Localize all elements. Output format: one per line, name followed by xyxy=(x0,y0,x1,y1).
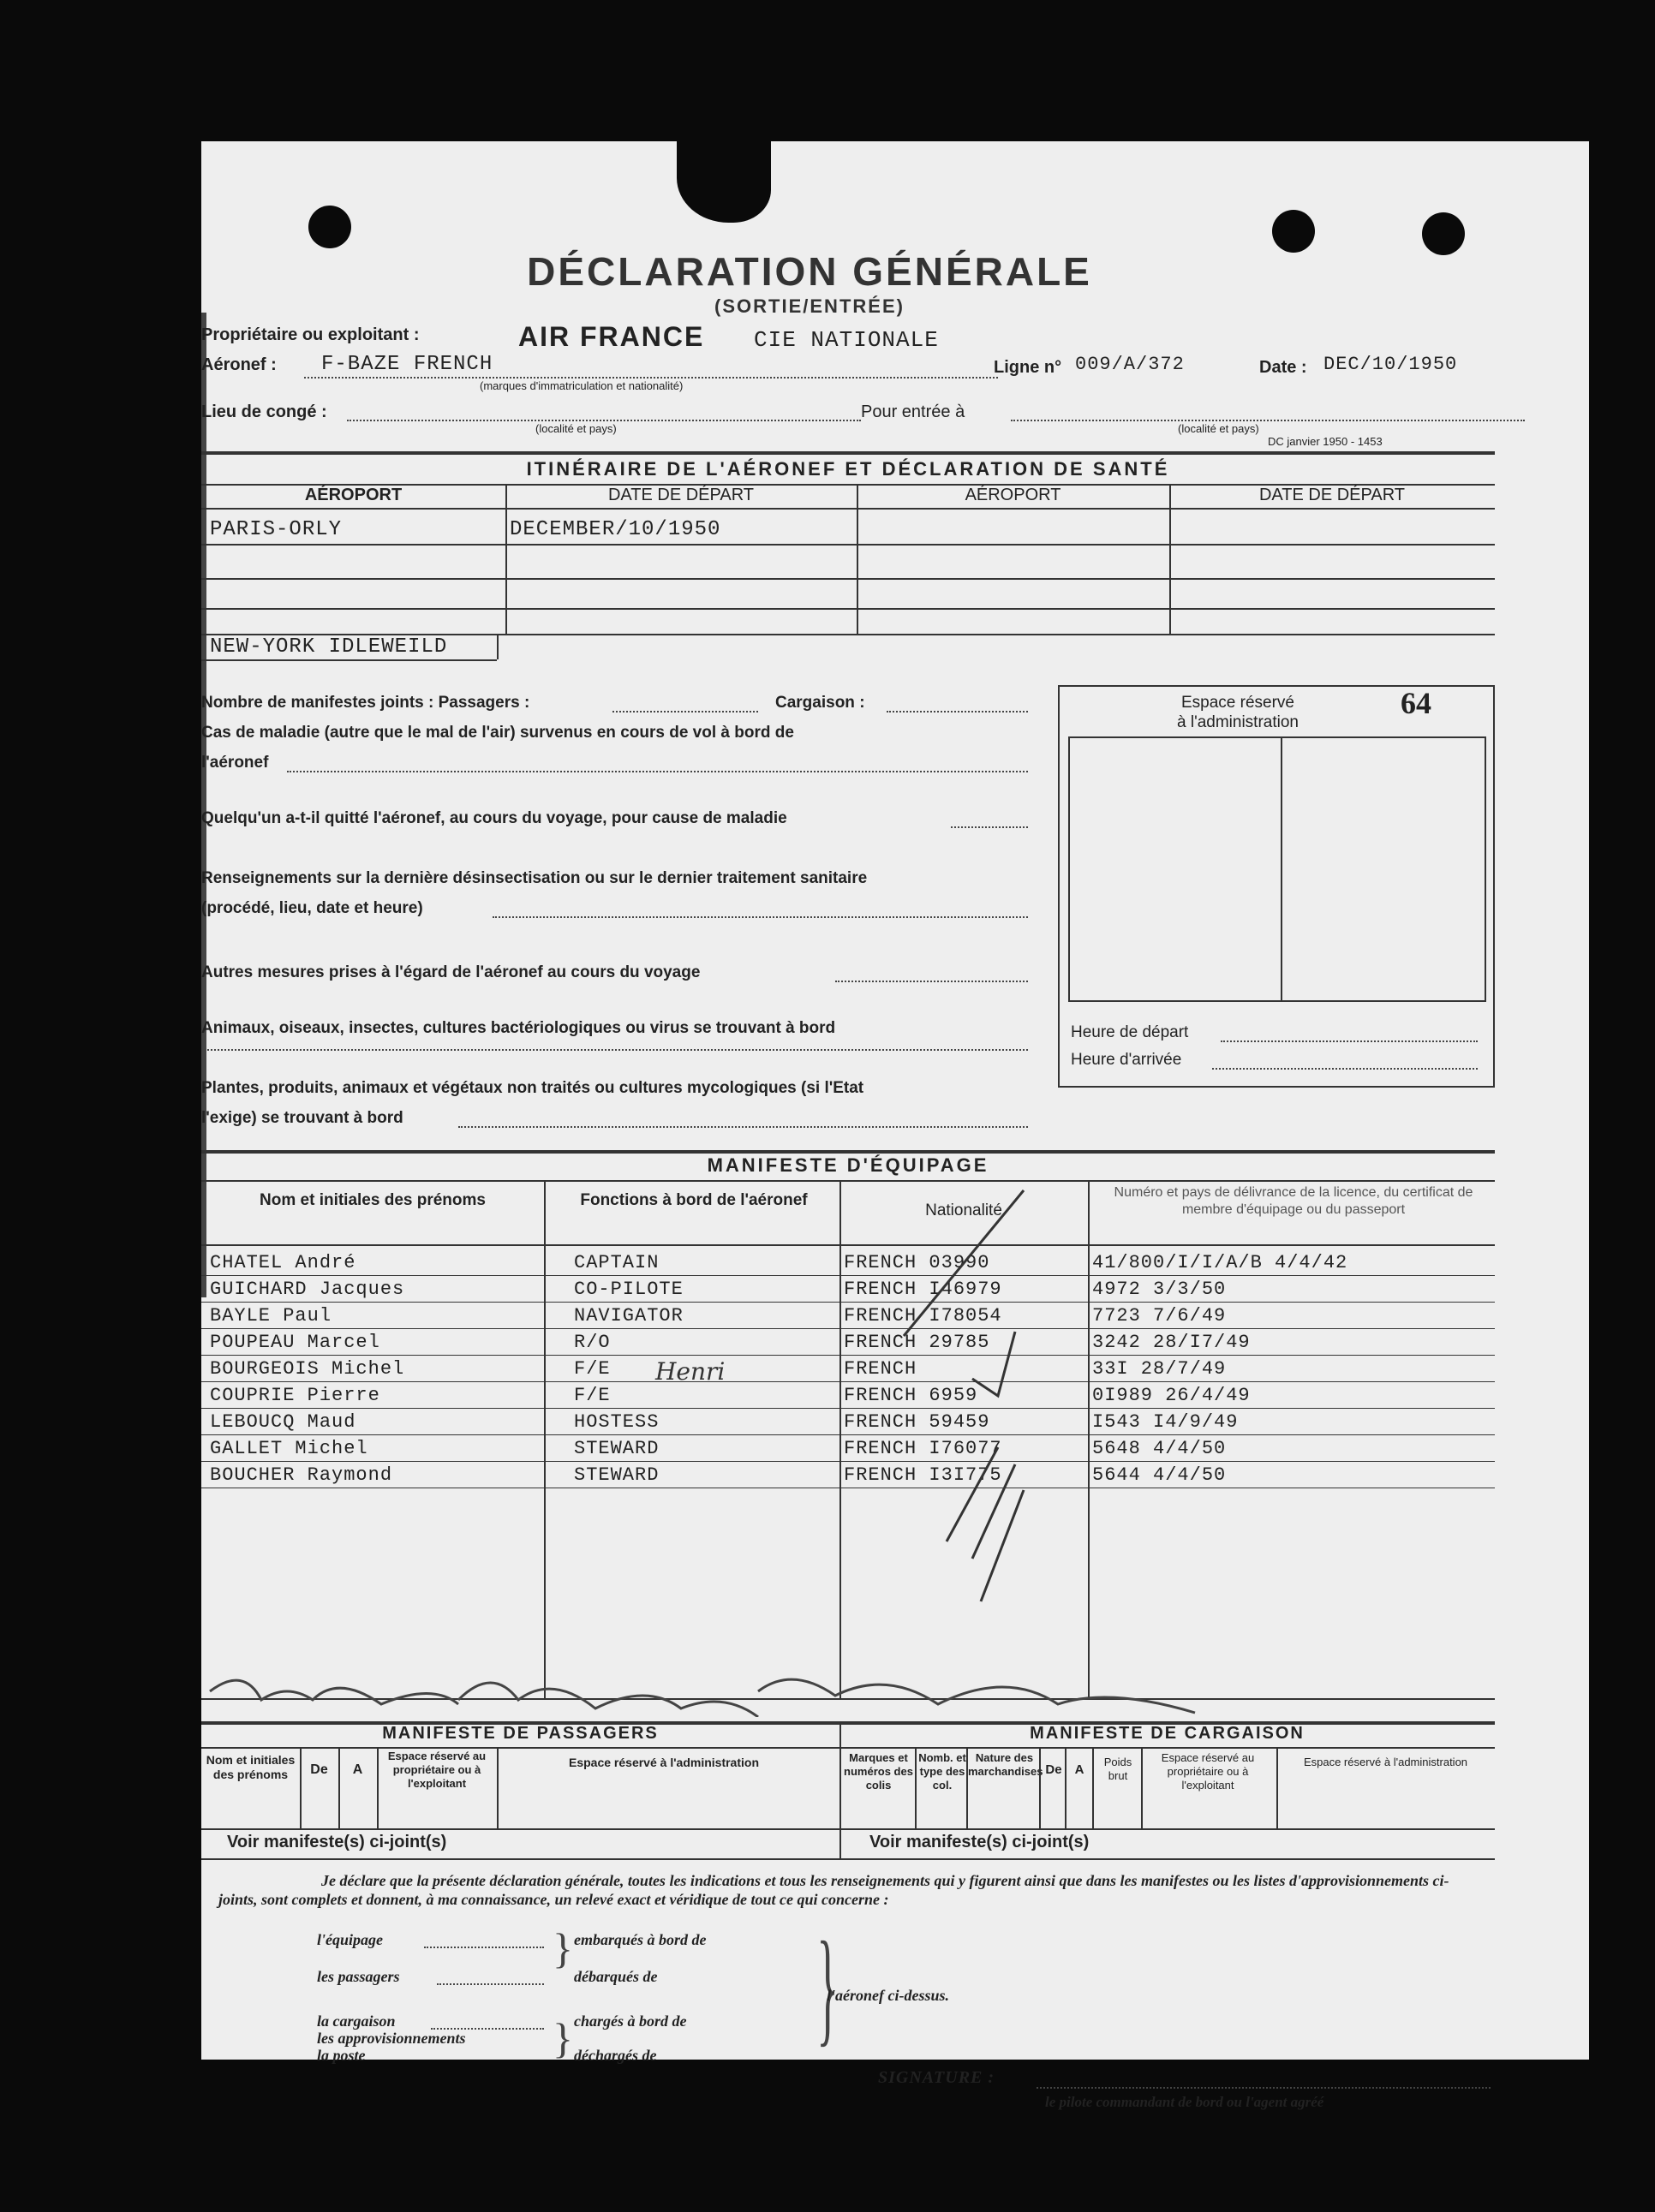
itin-col-2 xyxy=(857,484,858,634)
form-code: DC janvier 1950 - 1453 xyxy=(1268,435,1383,448)
plants-line-2: l'exige) se trouvant à bord xyxy=(201,1109,403,1127)
signature-caption: le pilote commandant de bord ou l'agent agréé xyxy=(1045,2094,1324,2110)
cargo-header-operator: Espace réservé au propriétaire ou à l'exploitant xyxy=(1161,1751,1255,1792)
manifest-divider xyxy=(839,1721,841,1858)
itin-row-1 xyxy=(201,544,1495,546)
departure-time-label: Heure de départ xyxy=(1071,1023,1189,1041)
departure-airport: PARIS-ORLY xyxy=(210,518,343,541)
crew-function: NAVIGATOR xyxy=(574,1305,684,1327)
admin-label-1: Espace réservé xyxy=(1180,694,1294,712)
crew-license: I543 I4/9/49 xyxy=(1092,1411,1239,1433)
disinsect-line xyxy=(493,916,1028,918)
crew-nationality: FRENCH 6959 xyxy=(844,1385,978,1406)
crew-license: 7723 7/6/49 xyxy=(1092,1305,1227,1327)
itin-header-airport-2: AÉROPORT xyxy=(965,486,1061,504)
pax-col-4 xyxy=(497,1747,499,1828)
departure-date: DECEMBER/10/1950 xyxy=(510,518,721,541)
pax-header-operator: Espace réservé au propriétaire ou à l'exploitant xyxy=(387,1750,487,1790)
arrival-time-line xyxy=(1212,1068,1478,1070)
line-label: Ligne n° xyxy=(994,358,1062,377)
crew-top-rule xyxy=(201,1150,1495,1154)
cargo-header-weight: Poids brut xyxy=(1103,1756,1132,1782)
crew-nationality: FRENCH I46979 xyxy=(844,1279,1002,1300)
itin-row-3 xyxy=(201,608,1495,610)
owner-value-printed: AIR FRANCE xyxy=(518,321,705,352)
crew-nationality: FRENCH xyxy=(844,1358,917,1380)
crew-name: GUICHARD Jacques xyxy=(210,1279,405,1300)
admin-number: 64 xyxy=(1401,686,1431,720)
illness-line xyxy=(287,771,1028,772)
owner-label: Propriétaire ou exploitant : xyxy=(201,325,420,344)
crew-check-marks xyxy=(758,1182,1066,1661)
cargo-col-6 xyxy=(1141,1747,1143,1828)
crew-name: CHATEL André xyxy=(210,1252,356,1273)
pax-col-3 xyxy=(377,1747,379,1828)
itin-bottom xyxy=(201,659,497,661)
cargo-header-nature: Nature des marchandises xyxy=(968,1751,1043,1778)
clearance-line xyxy=(347,420,861,421)
cargo-header-marks: Marques et numéros des colis xyxy=(844,1751,913,1792)
departure-time-line xyxy=(1221,1040,1478,1042)
decl-pax-dots xyxy=(437,1983,544,1985)
cargo-col-1 xyxy=(915,1747,917,1828)
crew-name: BAYLE Paul xyxy=(210,1305,332,1327)
crew-header-license: Numéro et pays de délivrance de la licence, du certificat de membre d'équipage ou du passeport xyxy=(1114,1185,1473,1217)
crew-function: HOSTESS xyxy=(574,1411,660,1433)
decl-item-passengers: les passagers xyxy=(317,1968,400,1985)
pax-col-2 xyxy=(338,1747,340,1828)
cargo-title: MANIFESTE DE CARGAISON xyxy=(1030,1724,1305,1743)
crew-nationality: FRENCH 29785 xyxy=(844,1332,990,1353)
itinerary-title: ITINÉRAIRE DE L'AÉRONEF ET DÉCLARATION DE SANTÉ xyxy=(526,458,1170,480)
crew-function: R/O xyxy=(574,1332,611,1353)
crew-name: LEBOUCQ Maud xyxy=(210,1411,356,1433)
cargo-header-from: De xyxy=(1045,1762,1062,1777)
cargo-header-admin: Espace réservé à l'administration xyxy=(1303,1756,1468,1768)
crew-name: BOURGEOIS Michel xyxy=(210,1358,405,1380)
pax-see-attached: Voir manifeste(s) ci-joint(s) xyxy=(227,1833,447,1851)
left-line xyxy=(951,826,1028,828)
illness-line-2: l'aéronef xyxy=(201,754,269,772)
crew-license: 4972 3/3/50 xyxy=(1092,1279,1227,1300)
crew-name: BOUCHER Raymond xyxy=(210,1464,393,1486)
aircraft-value: F-BAZE FRENCH xyxy=(321,353,493,376)
cargo-count-line xyxy=(887,711,1028,712)
manifests-label: Nombre de manifestes joints : Passagers : xyxy=(201,694,530,712)
punch-hole-right-1 xyxy=(1272,210,1315,253)
disinsect-line-2: (procédé, lieu, date et heure) xyxy=(201,899,423,917)
decl-object: l'aéronef ci-dessus. xyxy=(827,1987,949,2004)
crew-name: GALLET Michel xyxy=(210,1438,368,1459)
cargo-col-2 xyxy=(966,1747,968,1828)
crew-license: 0I989 26/4/49 xyxy=(1092,1385,1251,1406)
decl-big-brace: } xyxy=(816,1916,839,2058)
aircraft-label: Aéronef : xyxy=(201,355,277,374)
admin-stamp-area-left xyxy=(1068,736,1282,1002)
admin-stamp-area-right xyxy=(1281,736,1486,1002)
punch-hole-right-2 xyxy=(1422,212,1465,255)
crew-license: 3242 28/I7/49 xyxy=(1092,1332,1251,1353)
declaration-text: Je déclare que la présente déclaration générale, toutes les indications et tous les renseignements qui y figurent ainsi que dans les manifestes ou les listes d'approvisionnements ci-joints, sont complets et donnent, à ma connaissance, un relevé exact et véridique de tout ce qui concerne : xyxy=(218,1872,1449,1908)
crew-col-3 xyxy=(1088,1180,1090,1698)
crew-function: F/E xyxy=(574,1358,611,1380)
crew-nationality: FRENCH 59459 xyxy=(844,1411,990,1433)
admin-label-2: à l'administration xyxy=(1177,713,1299,731)
aircraft-line xyxy=(304,377,998,379)
crew-header-name: Nom et initiales des prénoms xyxy=(260,1191,486,1209)
clearance-label: Lieu de congé : xyxy=(201,402,327,421)
crew-function: STEWARD xyxy=(574,1438,660,1459)
crew-name: POUPEAU Marcel xyxy=(210,1332,380,1353)
crew-header-nationality: Nationalité xyxy=(925,1201,1002,1219)
crew-header-function: Fonctions à bord de l'aéronef xyxy=(580,1191,808,1209)
itinerary-rule-3 xyxy=(201,508,1495,510)
decl-verb-loaded: chargés à bord de xyxy=(574,2012,687,2030)
decl-item-mail: la poste xyxy=(317,2047,366,2064)
left-for-illness: Quelqu'un a-t-il quitté l'aéronef, au cours du voyage, pour cause de maladie xyxy=(201,809,787,827)
illness-line-1: Cas de maladie (autre que le mal de l'air) survenus en cours de vol à bord de xyxy=(201,724,794,742)
crew-scribble xyxy=(201,1657,1315,1717)
passengers-title: MANIFESTE DE PASSAGERS xyxy=(382,1724,659,1743)
crew-license: 5644 4/4/50 xyxy=(1092,1464,1227,1486)
crew-name: COUPRIE Pierre xyxy=(210,1385,380,1406)
itin-header-date-1: DATE DE DÉPART xyxy=(607,486,755,504)
arrival-time-label: Heure d'arrivée xyxy=(1071,1051,1182,1069)
cargo-header-count: Nomb. et type des col. xyxy=(918,1751,966,1792)
decl-item-cargo: la cargaison xyxy=(317,2012,396,2030)
paper-tear xyxy=(677,141,771,223)
crew-nationality: FRENCH I76077 xyxy=(844,1438,1002,1459)
signature-label: SIGNATURE : xyxy=(878,2068,995,2087)
crew-nationality: FRENCH I3I775 xyxy=(844,1464,1002,1486)
cargo-col-3 xyxy=(1039,1747,1041,1828)
decl-brace-2: } xyxy=(553,2014,573,2062)
itin-row-2 xyxy=(201,578,1495,580)
crew-license: 33I 28/7/49 xyxy=(1092,1358,1227,1380)
cargo-col-5 xyxy=(1092,1747,1094,1828)
itin-header-airport-1: AÉROPORT xyxy=(304,486,403,504)
entry-caption: (localité et pays) xyxy=(1178,422,1259,435)
date-value: DEC/10/1950 xyxy=(1323,354,1458,375)
pax-header-to: A xyxy=(352,1762,363,1777)
pax-header-from: De xyxy=(310,1762,328,1777)
arrival-airport: NEW-YORK IDLEWEILD xyxy=(210,635,448,659)
decl-verb-disembarked: débarqués de xyxy=(574,1968,658,1985)
itin-col-1 xyxy=(505,484,507,634)
crew-nationality: FRENCH 03990 xyxy=(844,1252,990,1273)
form-subtitle: (SORTIE/ENTRÉE) xyxy=(714,295,905,317)
entry-label: Pour entrée à xyxy=(861,402,965,421)
crew-function: F/E xyxy=(574,1385,611,1406)
decl-verb-embarked: embarqués à bord de xyxy=(574,1931,707,1948)
itinerary-top-rule xyxy=(201,451,1495,455)
animals: Animaux, oiseaux, insectes, cultures bactériologiques ou virus se trouvant à bord xyxy=(201,1019,836,1037)
disinsect-line-1: Renseignements sur la dernière désinsectisation ou sur le dernier traitement sanitaire xyxy=(201,869,868,887)
crew-function: CO-PILOTE xyxy=(574,1279,684,1300)
date-label: Date : xyxy=(1259,358,1307,377)
cargo-col-7 xyxy=(1276,1747,1278,1828)
crew-function: CAPTAIN xyxy=(574,1252,660,1273)
arrival-col xyxy=(497,634,499,659)
manifest-header-rule xyxy=(201,1747,1495,1749)
clearance-caption: (localité et pays) xyxy=(535,422,617,435)
plants-line-1: Plantes, produits, animaux et végétaux non traités ou cultures mycologiques (si l'Etat xyxy=(201,1079,864,1097)
crew-nationality: FRENCH I78054 xyxy=(844,1305,1002,1327)
decl-verb-unloaded: déchargés de xyxy=(574,2047,657,2064)
crew-title: MANIFESTE D'ÉQUIPAGE xyxy=(707,1154,989,1176)
cargo-see-attached: Voir manifeste(s) ci-joint(s) xyxy=(869,1833,1090,1851)
cargo-col-4 xyxy=(1065,1747,1066,1828)
entry-line xyxy=(1011,420,1525,421)
itin-col-3 xyxy=(1169,484,1171,634)
cargo-header-to: A xyxy=(1074,1762,1084,1777)
crew-license: 41/800/I/I/A/B 4/4/42 xyxy=(1092,1252,1348,1273)
crew-handwritten-note: Henri xyxy=(655,1357,726,1386)
crew-col-1 xyxy=(544,1180,546,1698)
other-measures: Autres mesures prises à l'égard de l'aéronef au cours du voyage xyxy=(201,963,701,981)
signature-line xyxy=(1037,2087,1491,2089)
declaration-form xyxy=(201,141,1589,2110)
decl-brace-1: } xyxy=(553,1924,573,1972)
form-title: DÉCLARATION GÉNÉRALE xyxy=(527,249,1092,294)
pax-col-1 xyxy=(300,1747,302,1828)
manifests-line xyxy=(612,711,758,712)
manifest-bottom-rule xyxy=(201,1858,1495,1860)
plants-line xyxy=(458,1126,1028,1128)
punch-hole-left xyxy=(308,206,351,248)
animals-line xyxy=(201,1049,1028,1051)
decl-crew-dots xyxy=(424,1947,544,1948)
itin-header-date-2: DATE DE DÉPART xyxy=(1258,486,1406,504)
line-value: 009/A/372 xyxy=(1075,354,1185,375)
crew-license: 5648 4/4/50 xyxy=(1092,1438,1227,1459)
pax-header-name: Nom et initiales des prénoms xyxy=(206,1753,296,1781)
cargo-count-label: Cargaison : xyxy=(775,694,865,712)
aircraft-caption: (marques d'immatriculation et nationalité) xyxy=(480,379,684,392)
decl-item-supplies: les approvisionnements xyxy=(317,2030,466,2047)
decl-item-crew: l'équipage xyxy=(317,1931,383,1948)
owner-value-typed: CIE NATIONALE xyxy=(754,327,939,353)
other-measures-line xyxy=(835,981,1028,982)
crew-function: STEWARD xyxy=(574,1464,660,1486)
manifest-see-rule xyxy=(201,1828,1495,1830)
pax-header-admin: Espace réservé à l'administration xyxy=(569,1756,759,1769)
